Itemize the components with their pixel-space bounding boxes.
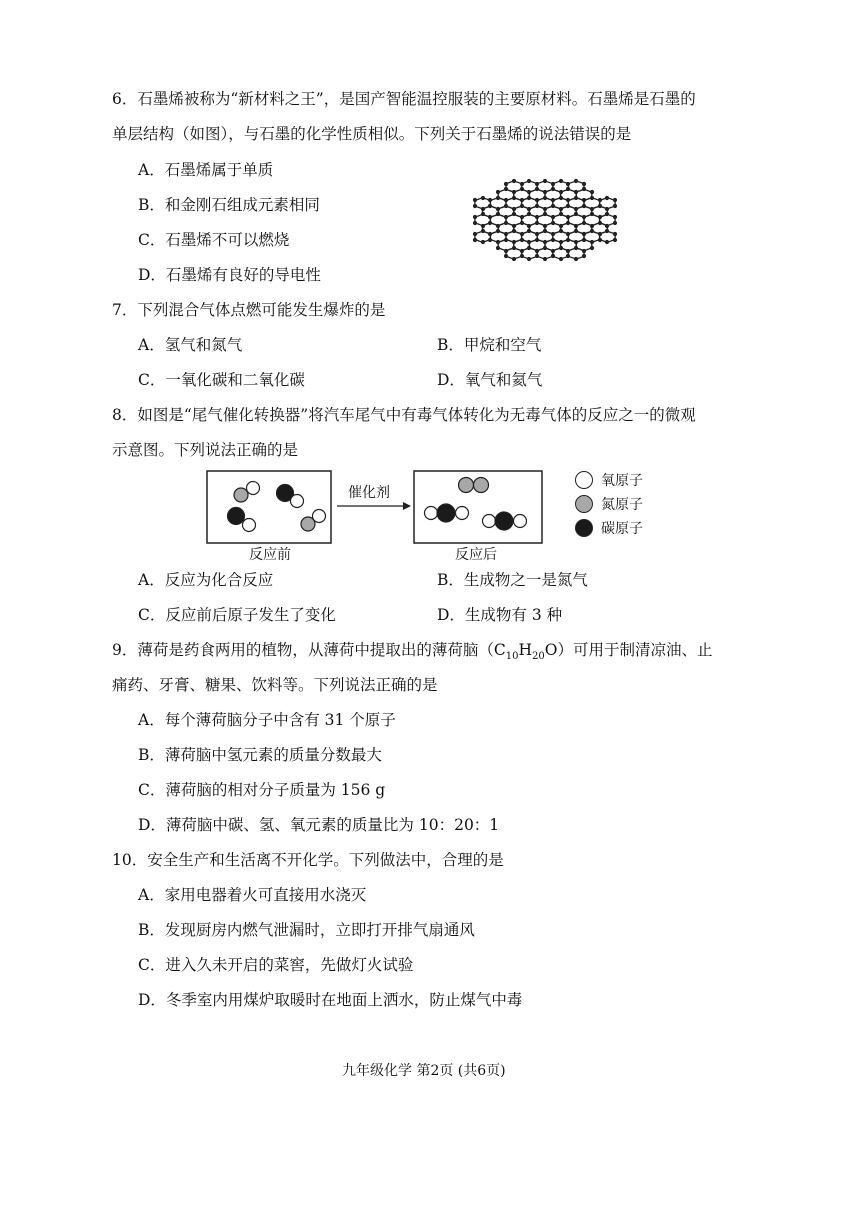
q9-option-d: D．薄荷脑中碳、氢、氧元素的质量比为 10：20：1: [138, 816, 500, 834]
q6-option-b: B．和金刚石组成元素相同: [138, 196, 320, 214]
q8-option-a: A．反应为化合反应: [138, 571, 274, 589]
reaction-diagram: [200, 468, 560, 548]
q10-option-b: B．发现厨房内燃气泄漏时，立即打开排气扇通风: [138, 921, 475, 939]
arrow-icon: [403, 502, 411, 510]
after-label: 反应后: [455, 547, 497, 563]
q10-option-a: A．家用电器着火可直接用水浇灭: [138, 886, 367, 904]
q10-option-c: C．进入久未开启的菜窖，先做灯火试验: [138, 956, 414, 974]
q8-stem-line2: 示意图。下列说法正确的是: [112, 441, 299, 459]
q10-option-d: D．冬季室内用煤炉取暖时在地面上洒水，防止煤气中毒: [138, 991, 523, 1009]
molecule-co2-2: [483, 512, 527, 530]
q7-option-c: C．一氧化碳和二氧化碳: [138, 371, 305, 389]
legend-oxygen: [575, 470, 643, 490]
molecule-co-2: [228, 508, 256, 532]
menthol-formula: $C_{10}H_{20}O$: [493, 641, 558, 663]
q10-stem: 10．安全生产和生活离不开化学。下列做法中，合理的是: [112, 851, 504, 869]
legend-carbon: [575, 518, 643, 538]
legend-carbon-label: 碳原子: [601, 521, 643, 537]
q8-option-c: C．反应前后原子发生了变化: [138, 606, 336, 624]
molecule-no-2: [301, 510, 326, 532]
catalyst-label: 催化剂: [348, 485, 390, 501]
q9-stem-line2: 痛药、牙膏、糖果、饮料等。下列说法正确的是: [112, 676, 438, 694]
graphene-structure-image: [450, 170, 640, 270]
q8-option-d: D．生成物有 3 种: [437, 606, 563, 624]
q6-stem-line1: 6．石墨烯被称为“新材料之王”，是国产智能温控服装的主要原材料。石墨烯是石墨的: [112, 90, 696, 108]
q6-stem-line2: 单层结构（如图），与石墨的化学性质相似。下列关于石墨烯的说法错误的是: [112, 125, 632, 143]
legend-oxygen-label: 氧原子: [601, 473, 643, 489]
before-label: 反应前: [249, 547, 291, 563]
q9-option-b: B．薄荷脑中氢元素的质量分数最大: [138, 746, 382, 764]
legend-nitrogen-label: 氮原子: [601, 497, 643, 513]
q6-option-a: A．石墨烯属于单质: [138, 161, 274, 179]
molecule-co2-1: [425, 504, 469, 522]
nitrogen-atom-icon: [575, 495, 593, 513]
molecule-no-1: [234, 482, 260, 503]
page-footer: 九年级化学 第2页 (共6页): [342, 1063, 506, 1079]
q9-stem-post: ）可用于制清凉油、止: [557, 641, 713, 659]
q8-option-b: B．生成物之一是氮气: [437, 571, 588, 589]
molecule-n2: [459, 478, 489, 493]
legend-nitrogen: [575, 494, 643, 514]
q8-stem-line1: 8．如图是“尾气催化转换器”将汽车尾气中有毒气体转化为无毒气体的反应之一的微观: [112, 406, 696, 424]
q7-option-a: A．氢气和氮气: [138, 336, 243, 354]
q9-option-a: A．每个薄荷脑分子中含有 31 个原子: [138, 711, 396, 729]
q9-stem-pre: 9．薄荷是药食两用的植物，从薄荷中提取出的薄荷脑（: [112, 641, 494, 659]
carbon-atom-icon: [575, 519, 593, 537]
before-box: [207, 471, 331, 543]
q7-stem: 7．下列混合气体点燃可能发生爆炸的是: [112, 301, 386, 319]
q6-option-c: C．石墨烯不可以燃烧: [138, 231, 290, 249]
q9-stem-line1: [112, 639, 712, 668]
q6-option-d: D．石墨烯有良好的导电性: [138, 266, 321, 284]
q9-option-c: C．薄荷脑的相对分子质量为 156 g: [138, 781, 386, 799]
q7-option-d: D．氧气和氦气: [437, 371, 543, 389]
q7-option-b: B．甲烷和空气: [437, 336, 542, 354]
molecule-co-1: [277, 485, 304, 508]
oxygen-atom-icon: [575, 471, 593, 489]
